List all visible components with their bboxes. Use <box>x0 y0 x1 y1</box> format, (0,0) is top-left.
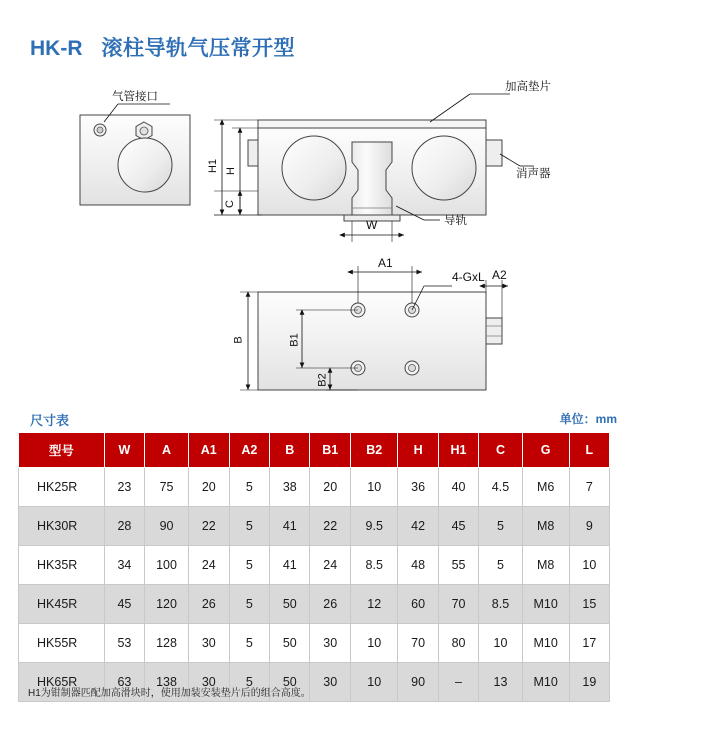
cell-h1: 80 <box>438 624 479 663</box>
cell-c: 5 <box>479 507 522 546</box>
cell-h: 90 <box>398 663 438 702</box>
label-air-port: 气管接口 <box>112 91 158 103</box>
col-h: H <box>398 433 438 468</box>
cell-l: 9 <box>569 507 609 546</box>
cell-a: 75 <box>145 468 189 507</box>
col-b: B <box>270 433 310 468</box>
cell-a: 120 <box>145 585 189 624</box>
dim-a1: A1 <box>378 256 393 270</box>
cell-b1: 22 <box>310 507 351 546</box>
col-a1: A1 <box>188 433 229 468</box>
cell-b: 50 <box>270 663 310 702</box>
cell-a2: 5 <box>229 624 270 663</box>
cell-a1: 22 <box>188 507 229 546</box>
dim-h: H <box>224 167 237 175</box>
cell-model: HK25R <box>19 468 105 507</box>
cell-a1: 24 <box>188 546 229 585</box>
cell-b: 50 <box>270 624 310 663</box>
dim-b1: B1 <box>288 333 301 347</box>
cell-b2: 9.5 <box>351 507 398 546</box>
cell-h: 70 <box>398 624 438 663</box>
cell-b: 50 <box>270 585 310 624</box>
cell-c: 5 <box>479 546 522 585</box>
cell-model: HK35R <box>19 546 105 585</box>
cell-g: M10 <box>522 624 569 663</box>
cell-g: M10 <box>522 663 569 702</box>
cell-a1: 26 <box>188 585 229 624</box>
cell-b2: 10 <box>351 468 398 507</box>
cell-l: 17 <box>569 624 609 663</box>
col-w: W <box>104 433 144 468</box>
col-b2: B2 <box>351 433 398 468</box>
cell-b2: 12 <box>351 585 398 624</box>
page-title <box>30 32 295 62</box>
table-footnote: H1为钳制器匹配加高滑块时，使用加装安装垫片后的组合高度。 <box>28 688 311 699</box>
cell-b: 41 <box>270 546 310 585</box>
table-unit: 单位：mm <box>559 412 617 426</box>
dim-b: B <box>232 336 245 344</box>
cell-a2: 5 <box>229 507 270 546</box>
col-a: A <box>145 433 189 468</box>
cell-a: 100 <box>145 546 189 585</box>
cell-b2: 8.5 <box>351 546 398 585</box>
cell-b1: 30 <box>310 624 351 663</box>
cell-b: 41 <box>270 507 310 546</box>
table-header-row <box>19 433 610 468</box>
col-model: 型号 <box>19 433 105 468</box>
cell-model: HK55R <box>19 624 105 663</box>
cell-w: 53 <box>104 624 144 663</box>
label-spacer: 加高垫片 <box>505 81 551 93</box>
cell-model: HK30R <box>19 507 105 546</box>
cell-a: 138 <box>145 663 189 702</box>
cell-g: M8 <box>522 546 569 585</box>
cell-h: 60 <box>398 585 438 624</box>
table-row <box>19 507 610 546</box>
cell-a1: 30 <box>188 624 229 663</box>
dim-a2: A2 <box>492 268 507 282</box>
table-row <box>19 585 610 624</box>
col-g: G <box>522 433 569 468</box>
cell-a1: 20 <box>188 468 229 507</box>
cell-model: HK45R <box>19 585 105 624</box>
cell-h: 42 <box>398 507 438 546</box>
col-b1: B1 <box>310 433 351 468</box>
cell-a2: 5 <box>229 546 270 585</box>
cell-a: 128 <box>145 624 189 663</box>
top-view <box>240 266 508 390</box>
cell-a2: 5 <box>229 468 270 507</box>
cell-b2: 10 <box>351 663 398 702</box>
cell-w: 45 <box>104 585 144 624</box>
cell-h1: 55 <box>438 546 479 585</box>
cell-a: 90 <box>145 507 189 546</box>
cell-b1: 20 <box>310 468 351 507</box>
cell-g: M6 <box>522 468 569 507</box>
dim-h1: H1 <box>207 158 220 174</box>
cell-h1: 45 <box>438 507 479 546</box>
cell-a2: 5 <box>229 663 270 702</box>
cell-b1: 24 <box>310 546 351 585</box>
page-title-code: HK-R <box>30 37 83 60</box>
cell-c: 10 <box>479 624 522 663</box>
page-title-text: 滚柱导轨气压常开型 <box>101 37 296 60</box>
cell-model: HK65R <box>19 663 105 702</box>
cell-l: 10 <box>569 546 609 585</box>
table-row <box>19 624 610 663</box>
col-l: L <box>569 433 609 468</box>
cell-l: 7 <box>569 468 609 507</box>
cell-c: 8.5 <box>479 585 522 624</box>
cell-g: M10 <box>522 585 569 624</box>
cell-h1: – <box>438 663 479 702</box>
table-row <box>19 468 610 507</box>
col-h1: H1 <box>438 433 479 468</box>
cell-c: 4.5 <box>479 468 522 507</box>
cell-h1: 40 <box>438 468 479 507</box>
label-rail: 导轨 <box>444 215 467 227</box>
drawing-svg <box>0 70 727 400</box>
col-a2: A2 <box>229 433 270 468</box>
cell-h: 48 <box>398 546 438 585</box>
cell-h: 36 <box>398 468 438 507</box>
cell-b1: 26 <box>310 585 351 624</box>
cell-g: M8 <box>522 507 569 546</box>
cell-b2: 10 <box>351 624 398 663</box>
cell-w: 28 <box>104 507 144 546</box>
dim-w: W <box>366 218 378 232</box>
col-c: C <box>479 433 522 468</box>
dimension-table <box>18 432 610 702</box>
cell-c: 13 <box>479 663 522 702</box>
cell-w: 23 <box>104 468 144 507</box>
cell-b1: 30 <box>310 663 351 702</box>
dim-b2: B2 <box>316 373 329 387</box>
technical-drawing <box>0 70 727 400</box>
cell-l: 15 <box>569 585 609 624</box>
dim-gxl: 4-GxL <box>452 270 485 284</box>
label-silencer: 消声器 <box>516 168 551 180</box>
cell-w: 34 <box>104 546 144 585</box>
dim-c: C <box>223 200 236 208</box>
table-row <box>19 546 610 585</box>
cell-w: 63 <box>104 663 144 702</box>
cell-b: 38 <box>270 468 310 507</box>
cell-a2: 5 <box>229 585 270 624</box>
cell-l: 19 <box>569 663 609 702</box>
table-caption: 尺寸表 <box>30 413 70 428</box>
cell-a1: 30 <box>188 663 229 702</box>
cell-h1: 70 <box>438 585 479 624</box>
side-view <box>80 104 190 205</box>
